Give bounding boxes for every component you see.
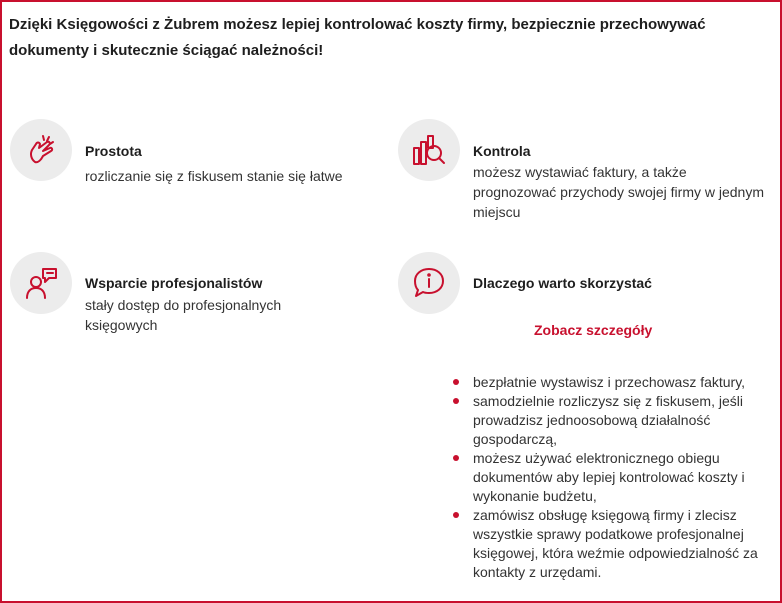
see-details-link[interactable]: Zobacz szczegóły [534, 322, 653, 338]
list-item: bezpłatnie wystawisz i przechowasz faktury, [451, 373, 781, 392]
feature-title-prostota: Prostota [85, 143, 142, 159]
feature-desc-prostota: rozliczanie się z fiskusem stanie się łatwe [85, 168, 343, 184]
consultant-icon [10, 252, 72, 314]
feature-title-kontrola: Kontrola [473, 143, 531, 159]
list-item: możesz używać elektronicznego obiegu dokumentów aby lepiej kontrolować koszty i wykonanie budżetu, [451, 449, 781, 506]
chart-magnifier-icon [398, 119, 460, 181]
list-item: zamówisz obsługę księgową firmy i zlecisz wszystkie sprawy podatkowe profesjonalnej księgowej, która weźmie odpowiedzialność za kontakty z urzędami. [451, 506, 781, 582]
intro-text: Dzięki Księgowości z Żubrem możesz lepiej kontrolować koszty firmy, bezpiecznie przechowywać dokumenty i skutecznie ściągać należności! [9, 16, 706, 59]
feature-desc-kontrola: możesz wystawiać faktury, a także prognozować przychody swojej firmy w jednym miejscu [473, 164, 764, 220]
list-item: samodzielnie rozliczysz się z fiskusem, jeśli prowadzisz jednoosobową działalność gospodarczą, [451, 392, 781, 449]
feature-title-wsparcie: Wsparcie profesjonalistów [85, 275, 263, 291]
info-bubble-icon [398, 252, 460, 314]
feature-desc-wsparcie: stały dostęp do profesjonalnych księgowych [85, 297, 282, 333]
benefits-list [451, 373, 781, 582]
hand-snap-icon [10, 119, 72, 181]
feature-title-dlaczego: Dlaczego warto skorzystać [473, 275, 652, 291]
